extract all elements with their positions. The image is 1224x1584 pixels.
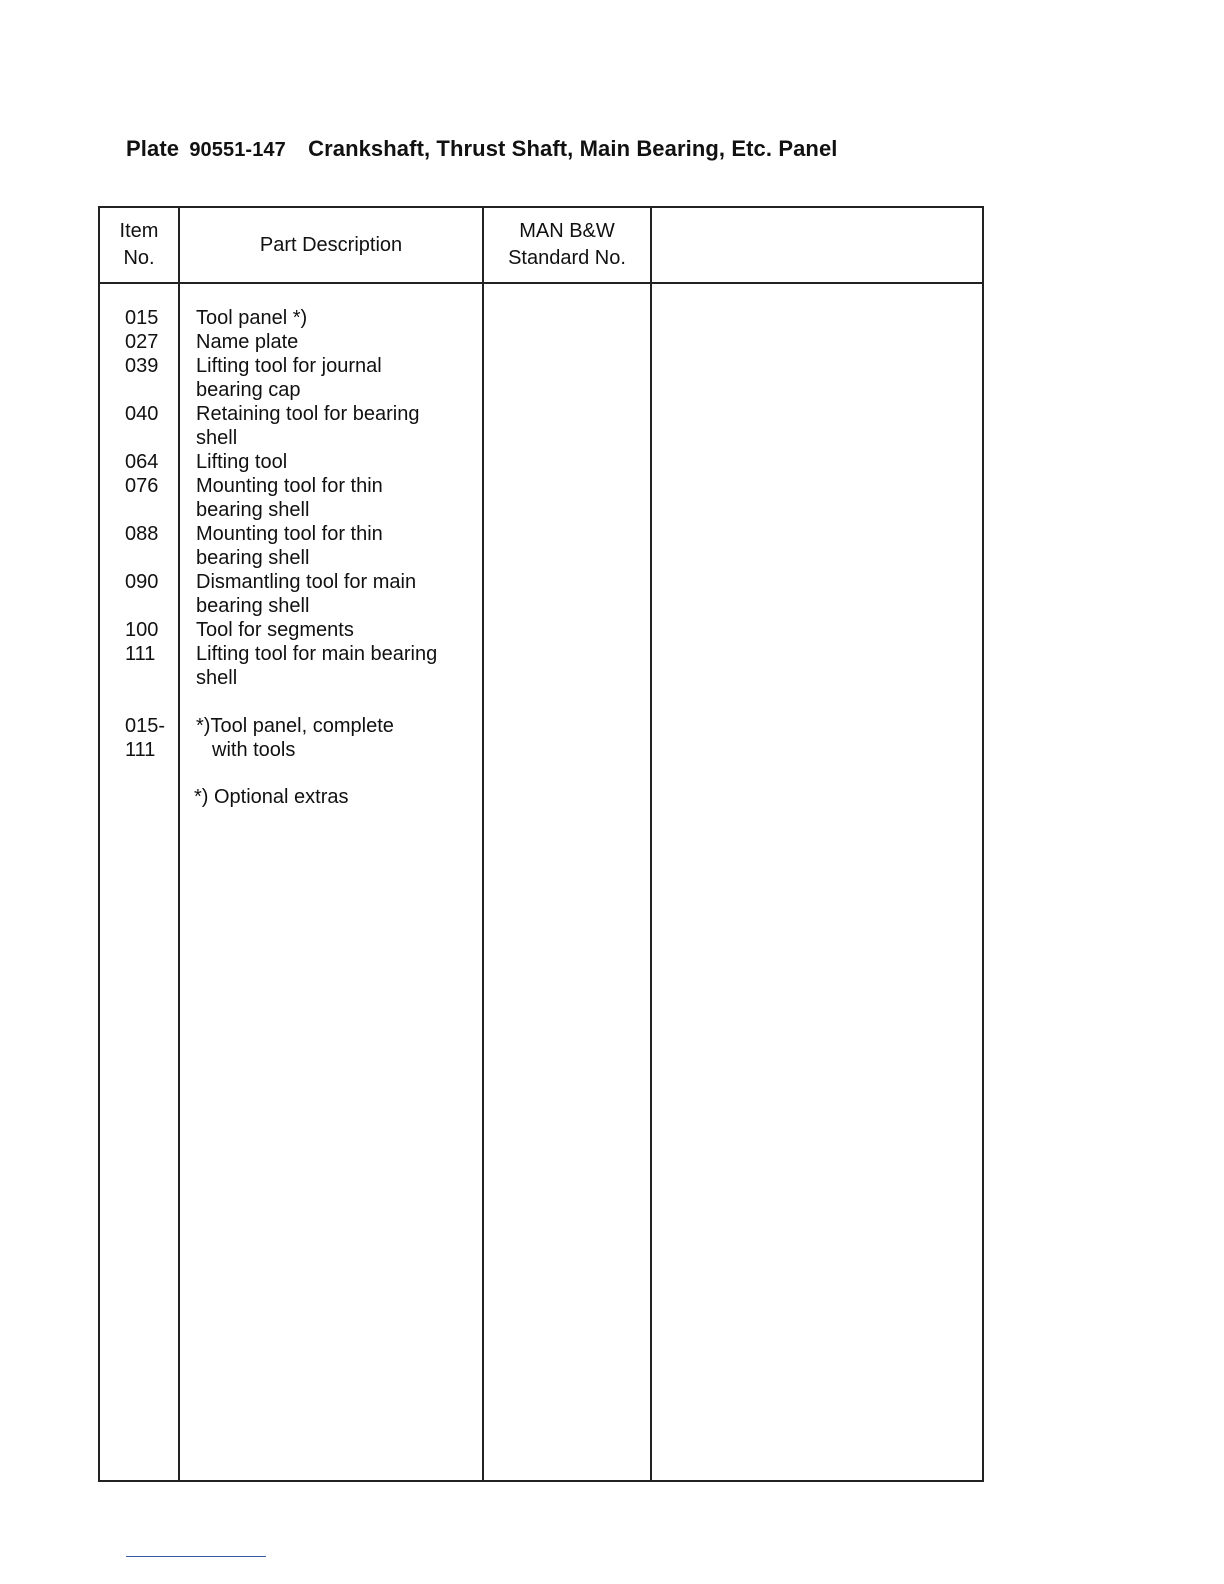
item-number: 090 bbox=[125, 571, 159, 593]
header-standard-line2: Standard No. bbox=[508, 247, 626, 269]
parts-table bbox=[98, 206, 984, 1482]
footnote-optional-extras: *) Optional extras bbox=[194, 786, 349, 808]
column-header-extra bbox=[652, 208, 982, 282]
table-row bbox=[100, 570, 982, 618]
item-number: 039 bbox=[125, 355, 159, 377]
table-row bbox=[100, 474, 982, 522]
column-header-standard-no bbox=[484, 208, 650, 282]
table-row bbox=[100, 642, 982, 690]
part-description: Mounting tool for thin bearing shell bbox=[196, 523, 383, 569]
header-item-line2: No. bbox=[123, 247, 155, 269]
item-number-range: 015- 111 bbox=[125, 715, 166, 761]
header-standard-line1: MAN B&W bbox=[519, 220, 615, 242]
item-number: 027 bbox=[125, 331, 159, 353]
column-header-part-description bbox=[180, 208, 482, 282]
header-divider bbox=[100, 282, 982, 284]
column-header-item-no bbox=[100, 208, 178, 282]
table-row bbox=[100, 330, 982, 354]
header-item-line1: Item bbox=[119, 220, 159, 242]
plate-title: Crankshaft, Thrust Shaft, Main Bearing, Etc. Panel bbox=[308, 136, 838, 161]
table-row bbox=[100, 306, 982, 330]
table-row bbox=[100, 618, 982, 642]
table-row-complete-set bbox=[100, 714, 982, 762]
header-description: Part Description bbox=[259, 233, 403, 256]
table-row bbox=[100, 354, 982, 402]
part-description: *)Tool panel, complete with tools bbox=[196, 715, 394, 761]
part-description: Lifting tool bbox=[196, 451, 288, 473]
item-number: 111 bbox=[125, 643, 156, 665]
table-row bbox=[100, 402, 982, 450]
item-number: 015 bbox=[125, 307, 159, 329]
item-number: 076 bbox=[125, 475, 159, 497]
part-description: Dismantling tool for main bearing shell bbox=[196, 571, 417, 617]
part-description: Mounting tool for thin bearing shell bbox=[196, 475, 383, 521]
item-number: 064 bbox=[125, 451, 159, 473]
part-description: Tool for segments bbox=[196, 619, 354, 641]
part-description: Retaining tool for bearing shell bbox=[196, 403, 420, 449]
part-description: Name plate bbox=[196, 331, 299, 353]
footer-rule bbox=[126, 1556, 266, 1557]
item-number: 088 bbox=[125, 523, 159, 545]
part-description: Lifting tool for main bearing shell bbox=[196, 643, 438, 689]
plate-number: 90551-147 bbox=[189, 139, 286, 161]
table-body bbox=[100, 306, 982, 762]
part-description: Tool panel *) bbox=[196, 307, 308, 329]
item-number: 100 bbox=[125, 619, 159, 641]
table-row bbox=[100, 450, 982, 474]
plate-label: Plate bbox=[126, 136, 180, 161]
part-description: Lifting tool for journal bearing cap bbox=[196, 355, 382, 401]
page-title bbox=[126, 136, 838, 162]
table-row bbox=[100, 522, 982, 570]
item-number: 040 bbox=[125, 403, 159, 425]
